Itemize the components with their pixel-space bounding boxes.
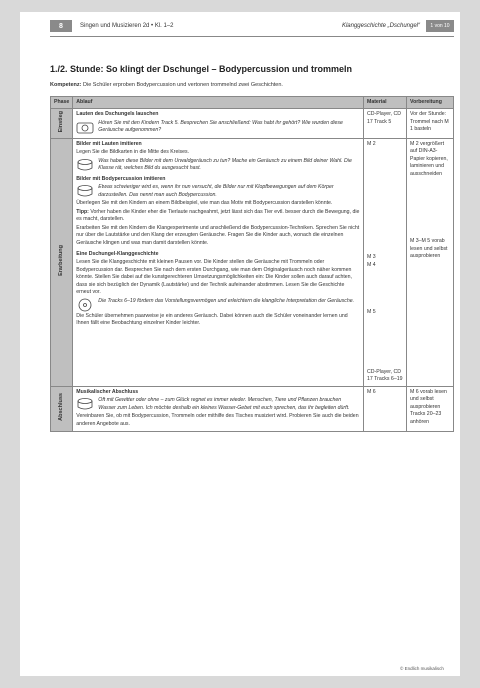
lesson-table bbox=[50, 96, 454, 432]
subheading: Musikalischer Abschluss bbox=[76, 388, 139, 395]
col-phase: Phase bbox=[51, 97, 73, 109]
ablauf-cell bbox=[73, 138, 364, 386]
drum-icon bbox=[76, 397, 94, 411]
paragraph: Vereinbaren Sie, ob mit Bodypercussion, Trommeln oder mithilfe des Tisches musiziert wird. Probieren Sie auch die beiden anderen Angebote aus. bbox=[76, 413, 359, 427]
teacher-prompt: Oft mit Gewitter oder ohne – zum Glück regnet es immer wieder. Menschen, Tiere und Pflanzen brauchen Wasser zum Leben. Ich möchte deshalb ein kleines Wasser-Gebet mit euch sprechen, das ihr begleiten dürft. bbox=[98, 397, 350, 411]
drum-icon bbox=[76, 184, 94, 198]
vorbereitung-cell bbox=[407, 138, 454, 386]
vorbereitung-item: M 2 vergrößert auf DIN-A3-Papier kopieren, laminieren und ausschneiden bbox=[410, 140, 448, 177]
page-count-badge: 1 von 10 bbox=[426, 20, 454, 32]
kompetenz-label: Kompetenz: bbox=[50, 82, 82, 88]
footer-credit: © Endlich musikalisch bbox=[400, 666, 444, 671]
page-number-badge: 8 bbox=[50, 20, 72, 32]
ablauf-cell bbox=[73, 109, 364, 139]
worksheet-page bbox=[20, 12, 460, 676]
topic-label: Klanggeschichte „Dschungel“ bbox=[341, 23, 420, 29]
cd-icon bbox=[76, 298, 94, 312]
teacher-prompt: Etwas schwieriger wird es, wenn ihr nun versucht, die Bilder nur mit Klopfbewegungen auf dem Körper darzustellen. Das nennt man auch Bodypercussion. bbox=[98, 184, 334, 198]
drum-icon bbox=[76, 158, 94, 172]
material-item: M 5 bbox=[367, 309, 376, 316]
subheading: Eine Dschungel-Klanggeschichte bbox=[76, 250, 159, 257]
paragraph: Überlegen Sie mit den Kindern an einem Bildbeispiel, wie man das Motiv mit Bodypercussion darstellen könnte. bbox=[76, 200, 333, 207]
teacher-prompt: Was haben diese Bilder mit dem Urwaldgeräusch zu tun? Mache ein Geräusch zu einem Bild deiner Wahl. Die Klasse rät, welches Bild du ausgesucht hast. bbox=[98, 157, 352, 172]
kompetenz-line bbox=[50, 82, 454, 88]
paragraph: Lesen Sie die Klanggeschichte mit kleinen Pausen vor. Die Kinder stellen die Geräusche mit Trommeln oder Bodypercussion dar. Besprechen Sie nach dem ersten Durchgang, wie man dem Originalgeräusch noch näher kommen könnte. Stellen Sie dabei auf die kunstgerechteren Umsetzungsmöglichkeiten ein: Die Kinder sollen auch darauf achten, dass sie sich bezüglich der Dynamik (Lautstärke) und der Technik aufeinander abstimmen. Lesen Sie die Geschichte erneut vor. bbox=[76, 259, 352, 296]
subheading: Bilder mit Bodypercussion imitieren bbox=[76, 175, 166, 182]
table-row-erarbeitung bbox=[51, 138, 454, 386]
col-vorbereitung: Vorbereitung bbox=[407, 97, 454, 109]
phase-cell bbox=[51, 138, 73, 386]
vorbereitung-cell: Vor der Stunde: Trommel nach M 1 basteln bbox=[407, 109, 454, 139]
table-header-row bbox=[51, 97, 454, 109]
tip-text: Vorher haben die Kinder eher die Tierlaute nachgeahmt, jetzt lässt sich das Tier evtl. besser durch die Bewegung, die es macht, darstellen. bbox=[76, 208, 360, 223]
breadcrumb: Singen und Musizieren 2d • Kl. 1–2 bbox=[80, 23, 174, 29]
header-divider bbox=[50, 36, 454, 37]
material-cell: CD-Player, CD 17 Track 5 bbox=[364, 109, 407, 139]
teacher-prompt: Die Tracks 6–19 fördern das Vorstellungsvermögen und erleichtern die klangliche Interpretation der Geräusche. bbox=[98, 297, 355, 304]
page-header bbox=[50, 18, 454, 34]
material-item: CD-Player, CD 17 Tracks 6–19 bbox=[367, 368, 403, 383]
paragraph: Die Schüler übernehmen paarweise je ein anderes Geräusch. Dabei können auch die Schüler voneinander lernen und Ihnen fällt eine Beobachtung einzelner Kinder leichter. bbox=[76, 312, 348, 327]
phase-label: Einstieg bbox=[57, 110, 64, 133]
subheading: Lauten des Dschungels lauschen bbox=[76, 111, 159, 117]
teacher-prompt: Hören Sie mit den Kindern Track 5. Besprechen Sie anschließend: Was habt ihr gehört? Wie wurden diese Geräusche aufgenommen? bbox=[98, 119, 343, 134]
tip-label: Tipp: bbox=[76, 208, 89, 215]
vorbereitung-item: M 3–M 5 vorab lesen und selbst ausprobieren bbox=[410, 238, 448, 260]
subheading: Bilder mit Lauten imitieren bbox=[76, 140, 142, 147]
paragraph: Legen Sie die Bildkarten in die Mitte des Kreises. bbox=[76, 149, 190, 156]
table-row-abschluss bbox=[51, 386, 454, 432]
material-item: M 2 bbox=[367, 140, 376, 147]
phase-cell bbox=[51, 386, 73, 432]
col-ablauf: Ablauf bbox=[73, 97, 364, 109]
vorbereitung-cell: M 6 vorab lesen und selbst ausprobieren Tracks 20–23 anhören bbox=[407, 386, 454, 432]
cd-player-icon bbox=[76, 120, 94, 134]
tip bbox=[76, 209, 360, 224]
phase-cell bbox=[51, 109, 73, 139]
paragraph: Erarbeiten Sie mit den Kindern die Klangexperimente und anschließend die Bodypercussion-Techniken. Sprechen Sie nicht nur über die Lautstärke und den Klang der erzeugten Geräusche. Fragen Sie die Kinder auch, wonach die einzelnen Geräusche klingen und was man damit darstellen könnte. bbox=[76, 224, 360, 246]
material-cell bbox=[364, 138, 407, 386]
kompetenz-text: Die Schüler erproben Bodypercussion und vertonen trommelnd zwei Geschichten. bbox=[81, 82, 283, 88]
page-title: 1./2. Stunde: So klingt der Dschungel – Bodypercussion und trommeln bbox=[50, 64, 353, 74]
phase-label: Abschluss bbox=[57, 393, 64, 422]
col-material: Material bbox=[364, 97, 407, 109]
material-item: M 3 M 4 bbox=[367, 254, 376, 268]
phase-label: Erarbeitung bbox=[57, 244, 64, 276]
material-cell: M 6 bbox=[364, 386, 407, 432]
table-row-einstieg bbox=[51, 109, 454, 139]
ablauf-cell bbox=[73, 386, 364, 432]
